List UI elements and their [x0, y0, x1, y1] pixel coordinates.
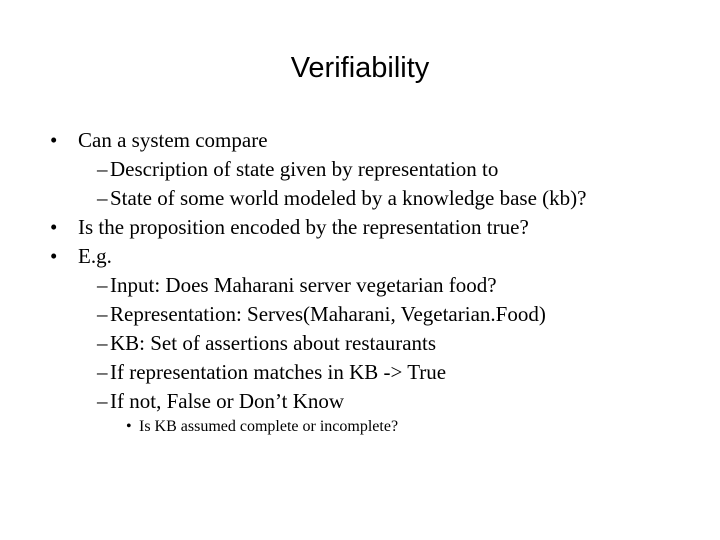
bullet-text: E.g. — [78, 244, 112, 268]
sub-bullet-text: Description of state given by representation to — [110, 157, 499, 181]
bullet-text: Can a system compare — [78, 128, 268, 152]
dash-marker: – — [97, 273, 108, 297]
dash-marker: – — [97, 157, 108, 181]
sub-bullet-text: Representation: Serves(Maharani, Vegetarian.Food) — [110, 302, 546, 326]
dash-marker: – — [97, 186, 108, 210]
slide-title: Verifiability — [290, 52, 430, 84]
bullet-marker: • — [50, 244, 58, 268]
sub-bullet-text: Input: Does Maharani server vegetarian food? — [110, 273, 497, 297]
bullet-text: Is the proposition encoded by the representation true? — [78, 215, 529, 239]
sub-sub-bullet-text: Is KB assumed complete or incomplete? — [139, 418, 399, 435]
dash-marker: – — [97, 360, 108, 384]
sub-bullet-text: If not, False or Don’t Know — [110, 389, 345, 413]
sub-bullet-text: State of some world modeled by a knowledge base (kb)? — [110, 186, 587, 210]
bullet-marker: • — [126, 418, 132, 435]
dash-marker: – — [97, 331, 108, 355]
dash-marker: – — [97, 389, 108, 413]
sub-bullet-text: KB: Set of assertions about restaurants — [110, 331, 437, 355]
bullet-marker: • — [50, 128, 58, 152]
dash-marker: – — [97, 302, 108, 326]
bullet-marker: • — [50, 215, 58, 239]
sub-bullet-text: If representation matches in KB -> True — [110, 360, 447, 384]
